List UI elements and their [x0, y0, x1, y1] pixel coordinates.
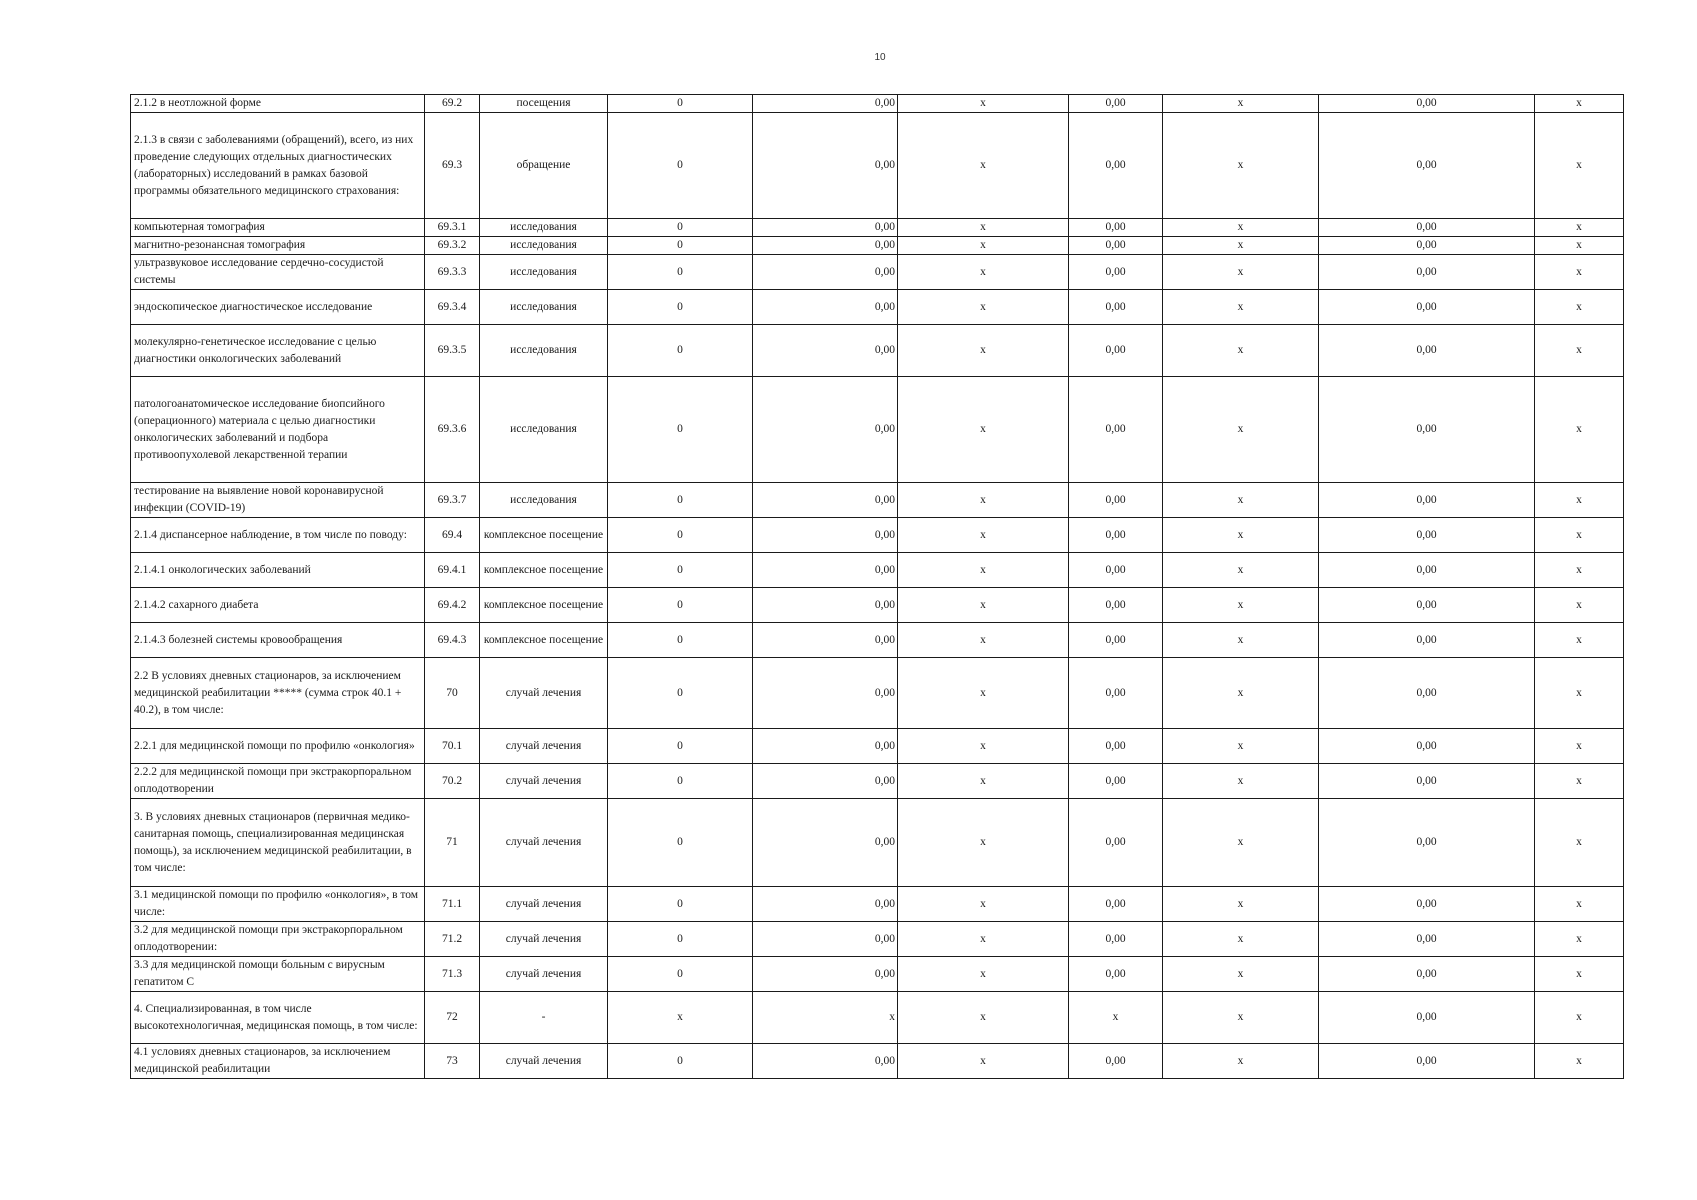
cell-col-10: x [1535, 922, 1624, 957]
row-unit: исследования [480, 325, 608, 377]
table-row [131, 113, 1624, 219]
cell-col-10: x [1535, 325, 1624, 377]
row-name: 2.2.2 для медицинской помощи при экстракорпоральном оплодотворении [131, 764, 425, 799]
row-unit: исследования [480, 219, 608, 237]
row-code: 69.3.6 [425, 377, 480, 483]
cell-col-4: 0 [608, 518, 753, 553]
row-name: 2.1.2 в неотложной форме [131, 95, 425, 113]
cell-col-7: 0,00 [1069, 922, 1163, 957]
cell-col-6: x [898, 588, 1069, 623]
cell-col-10: x [1535, 113, 1624, 219]
cell-col-10: x [1535, 729, 1624, 764]
cell-col-10: x [1535, 764, 1624, 799]
cell-col-5: 0,00 [753, 799, 898, 887]
cell-col-10: x [1535, 237, 1624, 255]
table-row [131, 658, 1624, 729]
cell-col-4: 0 [608, 95, 753, 113]
cell-col-4: 0 [608, 623, 753, 658]
cell-col-9: 0,00 [1319, 483, 1535, 518]
row-name: 3.2 для медицинской помощи при экстракорпоральном оплодотворении: [131, 922, 425, 957]
cell-col-4: 0 [608, 483, 753, 518]
cell-col-5: 0,00 [753, 588, 898, 623]
cell-col-7: 0,00 [1069, 255, 1163, 290]
row-unit: случай лечения [480, 764, 608, 799]
row-name: 3. В условиях дневных стационаров (первичная медико-санитарная помощь, специализированная медицинская помощь), за исключением медицинской реабилитации, в том числе: [131, 799, 425, 887]
table-row [131, 992, 1624, 1044]
cell-col-5: 0,00 [753, 623, 898, 658]
cell-col-4: 0 [608, 922, 753, 957]
cell-col-9: 0,00 [1319, 219, 1535, 237]
cell-col-7: 0,00 [1069, 658, 1163, 729]
row-unit: случай лечения [480, 799, 608, 887]
cell-col-9: 0,00 [1319, 887, 1535, 922]
row-code: 69.3.5 [425, 325, 480, 377]
table-row [131, 518, 1624, 553]
cell-col-7: 0,00 [1069, 729, 1163, 764]
cell-col-10: x [1535, 255, 1624, 290]
cell-col-8: x [1163, 922, 1319, 957]
cell-col-8: x [1163, 658, 1319, 729]
cell-col-10: x [1535, 377, 1624, 483]
cell-col-6: x [898, 483, 1069, 518]
cell-col-10: x [1535, 95, 1624, 113]
cell-col-5: 0,00 [753, 219, 898, 237]
cell-col-9: 0,00 [1319, 237, 1535, 255]
cell-col-6: x [898, 1044, 1069, 1079]
row-unit: исследования [480, 377, 608, 483]
cell-col-9: 0,00 [1319, 799, 1535, 887]
row-code: 71.2 [425, 922, 480, 957]
cell-col-6: x [898, 729, 1069, 764]
cell-col-4: 0 [608, 729, 753, 764]
cell-col-6: x [898, 658, 1069, 729]
row-code: 71 [425, 799, 480, 887]
cell-col-7: x [1069, 992, 1163, 1044]
row-name: 2.1.4 диспансерное наблюдение, в том числе по поводу: [131, 518, 425, 553]
cell-col-5: 0,00 [753, 113, 898, 219]
cell-col-10: x [1535, 219, 1624, 237]
cell-col-8: x [1163, 219, 1319, 237]
cell-col-6: x [898, 887, 1069, 922]
cell-col-7: 0,00 [1069, 95, 1163, 113]
cell-col-4: 0 [608, 764, 753, 799]
row-unit: исследования [480, 255, 608, 290]
row-code: 69.3.2 [425, 237, 480, 255]
table-row [131, 237, 1624, 255]
cell-col-9: 0,00 [1319, 764, 1535, 799]
row-unit: случай лечения [480, 922, 608, 957]
cell-col-4: x [608, 992, 753, 1044]
cell-col-5: 0,00 [753, 377, 898, 483]
row-code: 70.1 [425, 729, 480, 764]
cell-col-8: x [1163, 799, 1319, 887]
row-name: компьютерная томография [131, 219, 425, 237]
row-code: 71.3 [425, 957, 480, 992]
cell-col-5: 0,00 [753, 483, 898, 518]
row-unit: случай лечения [480, 729, 608, 764]
row-code: 72 [425, 992, 480, 1044]
cell-col-7: 0,00 [1069, 325, 1163, 377]
row-name: эндоскопическое диагностическое исследование [131, 290, 425, 325]
row-unit: случай лечения [480, 658, 608, 729]
cell-col-6: x [898, 237, 1069, 255]
financing-table [130, 94, 1624, 1079]
cell-col-4: 0 [608, 113, 753, 219]
cell-col-10: x [1535, 957, 1624, 992]
cell-col-10: x [1535, 518, 1624, 553]
row-unit: посещения [480, 95, 608, 113]
cell-col-5: 0,00 [753, 887, 898, 922]
cell-col-5: 0,00 [753, 95, 898, 113]
row-code: 69.4.3 [425, 623, 480, 658]
row-code: 69.3.1 [425, 219, 480, 237]
cell-col-6: x [898, 922, 1069, 957]
cell-col-7: 0,00 [1069, 887, 1163, 922]
row-code: 69.2 [425, 95, 480, 113]
cell-col-8: x [1163, 588, 1319, 623]
cell-col-6: x [898, 255, 1069, 290]
cell-col-6: x [898, 957, 1069, 992]
cell-col-8: x [1163, 95, 1319, 113]
cell-col-7: 0,00 [1069, 219, 1163, 237]
cell-col-6: x [898, 325, 1069, 377]
cell-col-8: x [1163, 1044, 1319, 1079]
row-unit: исследования [480, 237, 608, 255]
cell-col-7: 0,00 [1069, 553, 1163, 588]
table-row [131, 553, 1624, 588]
table-row [131, 729, 1624, 764]
row-name: молекулярно-генетическое исследование с целью диагностики онкологических заболеваний [131, 325, 425, 377]
cell-col-7: 0,00 [1069, 518, 1163, 553]
cell-col-5: 0,00 [753, 325, 898, 377]
row-name: 2.1.4.1 онкологических заболеваний [131, 553, 425, 588]
cell-col-6: x [898, 518, 1069, 553]
cell-col-8: x [1163, 377, 1319, 483]
table-row [131, 377, 1624, 483]
table-row [131, 588, 1624, 623]
cell-col-5: 0,00 [753, 957, 898, 992]
cell-col-10: x [1535, 887, 1624, 922]
cell-col-9: 0,00 [1319, 113, 1535, 219]
table-row [131, 764, 1624, 799]
cell-col-9: 0,00 [1319, 377, 1535, 483]
cell-col-4: 0 [608, 658, 753, 729]
cell-col-9: 0,00 [1319, 255, 1535, 290]
row-unit: исследования [480, 483, 608, 518]
cell-col-4: 0 [608, 1044, 753, 1079]
cell-col-7: 0,00 [1069, 377, 1163, 483]
cell-col-7: 0,00 [1069, 957, 1163, 992]
row-unit: - [480, 992, 608, 1044]
cell-col-6: x [898, 623, 1069, 658]
cell-col-6: x [898, 799, 1069, 887]
cell-col-6: x [898, 992, 1069, 1044]
cell-col-8: x [1163, 887, 1319, 922]
cell-col-5: 0,00 [753, 553, 898, 588]
table-row [131, 219, 1624, 237]
cell-col-10: x [1535, 553, 1624, 588]
cell-col-9: 0,00 [1319, 957, 1535, 992]
cell-col-9: 0,00 [1319, 922, 1535, 957]
cell-col-4: 0 [608, 219, 753, 237]
cell-col-8: x [1163, 764, 1319, 799]
row-unit: случай лечения [480, 887, 608, 922]
table-row [131, 483, 1624, 518]
row-unit: случай лечения [480, 957, 608, 992]
cell-col-7: 0,00 [1069, 1044, 1163, 1079]
cell-col-8: x [1163, 113, 1319, 219]
cell-col-4: 0 [608, 957, 753, 992]
cell-col-8: x [1163, 623, 1319, 658]
cell-col-9: 0,00 [1319, 95, 1535, 113]
row-name: 2.1.3 в связи с заболеваниями (обращений), всего, из них проведение следующих отдельных диагностических (лабораторных) исследований в рамках базовой программы обязательного медицинского страхования: [131, 113, 425, 219]
cell-col-9: 0,00 [1319, 992, 1535, 1044]
cell-col-7: 0,00 [1069, 113, 1163, 219]
cell-col-8: x [1163, 255, 1319, 290]
table-row [131, 623, 1624, 658]
row-name: 4.1 условиях дневных стационаров, за исключением медицинской реабилитации [131, 1044, 425, 1079]
row-code: 69.3.3 [425, 255, 480, 290]
cell-col-10: x [1535, 799, 1624, 887]
cell-col-5: 0,00 [753, 922, 898, 957]
row-code: 70.2 [425, 764, 480, 799]
row-code: 69.3.4 [425, 290, 480, 325]
row-name: 2.2 В условиях дневных стационаров, за исключением медицинской реабилитации ***** (сумма строк 40.1 + 40.2), в том числе: [131, 658, 425, 729]
cell-col-5: 0,00 [753, 518, 898, 553]
row-name: 3.3 для медицинской помощи больным с вирусным гепатитом С [131, 957, 425, 992]
cell-col-6: x [898, 553, 1069, 588]
row-unit: комплексное посещение [480, 553, 608, 588]
cell-col-4: 0 [608, 799, 753, 887]
cell-col-5: 0,00 [753, 237, 898, 255]
cell-col-8: x [1163, 483, 1319, 518]
table-row [131, 290, 1624, 325]
row-code: 69.4.1 [425, 553, 480, 588]
cell-col-8: x [1163, 518, 1319, 553]
cell-col-8: x [1163, 237, 1319, 255]
cell-col-5: 0,00 [753, 764, 898, 799]
cell-col-5: 0,00 [753, 255, 898, 290]
row-code: 73 [425, 1044, 480, 1079]
cell-col-7: 0,00 [1069, 483, 1163, 518]
cell-col-4: 0 [608, 255, 753, 290]
cell-col-5: 0,00 [753, 658, 898, 729]
row-name: магнитно-резонансная томография [131, 237, 425, 255]
cell-col-6: x [898, 764, 1069, 799]
cell-col-9: 0,00 [1319, 290, 1535, 325]
cell-col-5: 0,00 [753, 290, 898, 325]
cell-col-6: x [898, 113, 1069, 219]
row-unit: комплексное посещение [480, 623, 608, 658]
cell-col-10: x [1535, 588, 1624, 623]
table-row [131, 957, 1624, 992]
cell-col-10: x [1535, 623, 1624, 658]
cell-col-4: 0 [608, 290, 753, 325]
row-code: 69.3.7 [425, 483, 480, 518]
table-row [131, 922, 1624, 957]
cell-col-10: x [1535, 992, 1624, 1044]
cell-col-5: x [753, 992, 898, 1044]
cell-col-5: 0,00 [753, 1044, 898, 1079]
row-unit: исследования [480, 290, 608, 325]
cell-col-9: 0,00 [1319, 658, 1535, 729]
row-name: патологоанатомическое исследование биопсийного (операционного) материала с целью диагностики онкологических заболеваний и подбора противоопухолевой лекарственной терапии [131, 377, 425, 483]
table-row [131, 887, 1624, 922]
cell-col-6: x [898, 377, 1069, 483]
cell-col-4: 0 [608, 553, 753, 588]
cell-col-4: 0 [608, 325, 753, 377]
cell-col-9: 0,00 [1319, 729, 1535, 764]
table-row [131, 799, 1624, 887]
cell-col-6: x [898, 290, 1069, 325]
row-name: тестирование на выявление новой коронавирусной инфекции (COVID-19) [131, 483, 425, 518]
cell-col-10: x [1535, 483, 1624, 518]
table-row [131, 1044, 1624, 1079]
cell-col-7: 0,00 [1069, 764, 1163, 799]
table-row [131, 255, 1624, 290]
cell-col-8: x [1163, 325, 1319, 377]
cell-col-7: 0,00 [1069, 588, 1163, 623]
cell-col-9: 0,00 [1319, 325, 1535, 377]
row-code: 69.4.2 [425, 588, 480, 623]
row-unit: комплексное посещение [480, 518, 608, 553]
cell-col-7: 0,00 [1069, 799, 1163, 887]
cell-col-8: x [1163, 729, 1319, 764]
cell-col-8: x [1163, 290, 1319, 325]
row-code: 71.1 [425, 887, 480, 922]
cell-col-8: x [1163, 553, 1319, 588]
cell-col-6: x [898, 95, 1069, 113]
table-row [131, 325, 1624, 377]
table-row [131, 95, 1624, 113]
cell-col-6: x [898, 219, 1069, 237]
cell-col-4: 0 [608, 377, 753, 483]
cell-col-9: 0,00 [1319, 1044, 1535, 1079]
row-code: 69.4 [425, 518, 480, 553]
cell-col-4: 0 [608, 237, 753, 255]
cell-col-9: 0,00 [1319, 588, 1535, 623]
cell-col-9: 0,00 [1319, 623, 1535, 658]
cell-col-10: x [1535, 290, 1624, 325]
row-name: 2.1.4.3 болезней системы кровообращения [131, 623, 425, 658]
page-number: 10 [874, 52, 886, 63]
cell-col-9: 0,00 [1319, 518, 1535, 553]
row-code: 70 [425, 658, 480, 729]
row-name: 2.2.1 для медицинской помощи по профилю «онкология» [131, 729, 425, 764]
cell-col-8: x [1163, 957, 1319, 992]
cell-col-10: x [1535, 658, 1624, 729]
row-name: 4. Специализированная, в том числе высокотехнологичная, медицинская помощь, в том числе: [131, 992, 425, 1044]
cell-col-4: 0 [608, 887, 753, 922]
row-code: 69.3 [425, 113, 480, 219]
row-name: 2.1.4.2 сахарного диабета [131, 588, 425, 623]
cell-col-4: 0 [608, 588, 753, 623]
cell-col-7: 0,00 [1069, 623, 1163, 658]
cell-col-10: x [1535, 1044, 1624, 1079]
cell-col-7: 0,00 [1069, 290, 1163, 325]
row-unit: случай лечения [480, 1044, 608, 1079]
row-unit: обращение [480, 113, 608, 219]
cell-col-9: 0,00 [1319, 553, 1535, 588]
row-name: 3.1 медицинской помощи по профилю «онкология», в том числе: [131, 887, 425, 922]
cell-col-8: x [1163, 992, 1319, 1044]
row-name: ультразвуковое исследование сердечно-сосудистой системы [131, 255, 425, 290]
row-unit: комплексное посещение [480, 588, 608, 623]
cell-col-5: 0,00 [753, 729, 898, 764]
cell-col-7: 0,00 [1069, 237, 1163, 255]
